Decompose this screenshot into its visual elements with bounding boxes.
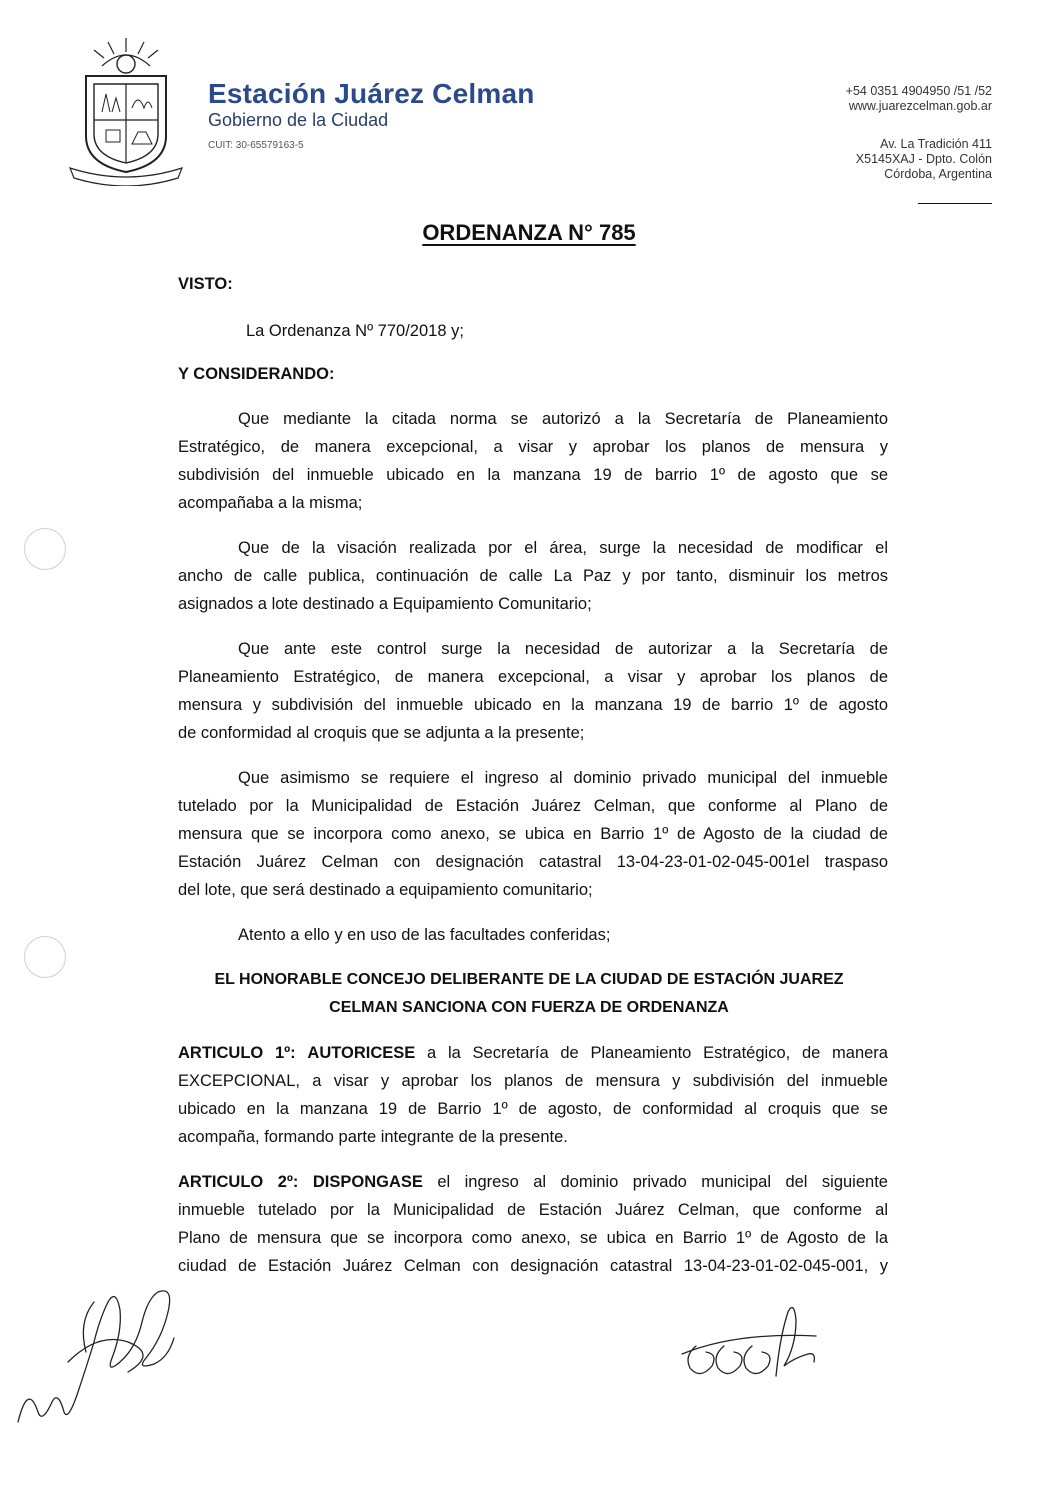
- address-line-2: X5145XAJ - Dpto. Colón: [855, 152, 992, 166]
- article-2-label: ARTICULO 2º:: [178, 1173, 299, 1191]
- visto-heading: VISTO:: [178, 275, 233, 293]
- punch-hole-mark: [24, 528, 66, 570]
- municipal-crest-logo: [66, 36, 186, 186]
- document-title: ORDENANZA N° 785: [422, 220, 636, 245]
- article-2-first-line: ARTICULO 2º: DISPONGASE el ingreso al dominio privado municipal del siguiente: [178, 1173, 888, 1191]
- paragraph-line: Que asimismo se requiere el ingreso al dominio privado municipal del inmueble: [238, 769, 888, 787]
- paragraph-line: inmueble tutelado por la Municipalidad de Estación Juárez Celman, que conforme al: [178, 1201, 888, 1219]
- paragraph-line: Planeamiento Estratégico, de manera excepcional, a visar y aprobar los planos de: [178, 668, 888, 686]
- address-line-1: Av. La Tradición 411: [880, 137, 992, 151]
- contact-website: www.juarezcelman.gob.ar: [848, 99, 992, 113]
- brand-name: Estación Juárez Celman: [208, 78, 535, 109]
- handwritten-signature-right: [676, 1296, 826, 1396]
- paragraph-line: Plano de mensura que se incorpora como anexo, se ubica en Barrio 1º de Agosto de la: [178, 1229, 888, 1247]
- paragraph-line: Atento a ello y en uso de las facultades conferidas;: [238, 926, 611, 944]
- paragraph-line: acompañaba a la misma;: [178, 494, 363, 512]
- paragraph-line: asignados a lote destinado a Equipamiento Comunitario;: [178, 595, 592, 613]
- article-1-first-line: ARTICULO 1º: AUTORICESE a la Secretaría de Planeamiento Estratégico, de manera: [178, 1044, 888, 1062]
- sanciona-heading-line: EL HONORABLE CONCEJO DELIBERANTE DE LA CIUDAD DE ESTACIÓN JUAREZ: [214, 971, 844, 988]
- article-2-verb: DISPONGASE: [312, 1173, 423, 1191]
- article-1-verb: AUTORICESE: [307, 1044, 416, 1062]
- paragraph-line: Estación Juárez Celman con designación catastral 13-04-23-01-02-045-001el traspaso: [178, 853, 888, 871]
- paragraph-line: de conformidad al croquis que se adjunta a la presente;: [178, 724, 585, 742]
- paragraph-line: tutelado por la Municipalidad de Estación Juárez Celman, que conforme al Plano de: [178, 797, 888, 815]
- paragraph-line: Que mediante la citada norma se autorizó a la Secretaría de Planeamiento: [238, 410, 888, 428]
- paragraph-line: Que de la visación realizada por el área, surge la necesidad de modificar el: [238, 539, 888, 557]
- handwritten-signature-left: [8, 1262, 198, 1432]
- paragraph-line: ubicado en la manzana 19 de Barrio 1º de agosto, de conformidad al croquis que se: [178, 1100, 888, 1118]
- paragraph-line: EXCEPCIONAL, a visar y aprobar los planos de mensura y subdivisión del inmueble: [178, 1072, 888, 1090]
- paragraph-line: acompaña, formando parte integrante de la presente.: [178, 1128, 568, 1146]
- article-1-label: ARTICULO 1º:: [178, 1044, 296, 1062]
- paragraph-line: Que ante este control surge la necesidad de autorizar a la Secretaría de: [238, 640, 888, 658]
- header-rule: [918, 203, 992, 204]
- paragraph-line: ciudad de Estación Juárez Celman con designación catastral 13-04-23-01-02-045-001, y: [178, 1257, 888, 1275]
- paragraph-line: Estratégico, de manera excepcional, a visar y aprobar los planos de mensura y: [178, 438, 888, 456]
- brand-subtitle: Gobierno de la Ciudad: [208, 110, 389, 130]
- considerando-heading: Y CONSIDERANDO:: [178, 365, 335, 383]
- visto-text: La Ordenanza Nº 770/2018 y;: [246, 322, 464, 340]
- paragraph-line: ancho de calle publica, continuación de calle La Paz y por tanto, disminuir los metros: [178, 567, 888, 585]
- contact-phone: +54 0351 4904950 /51 /52: [845, 84, 992, 98]
- paragraph-line: mensura y subdivisión del inmueble ubicado en la manzana 19 de barrio 1º de agosto: [178, 696, 888, 714]
- paragraph-line: subdivisión del inmueble ubicado en la manzana 19 de barrio 1º de agosto que se: [178, 466, 888, 484]
- punch-hole-mark: [24, 936, 66, 978]
- address-line-3: Córdoba, Argentina: [884, 167, 992, 181]
- paragraph-line: del lote, que será destinado a equipamiento comunitario;: [178, 881, 593, 899]
- sanciona-heading-line: CELMAN SANCIONA CON FUERZA DE ORDENANZA: [329, 999, 729, 1016]
- paragraph-line: mensura que se incorpora como anexo, se ubica en Barrio 1º de Agosto de la ciudad de: [178, 825, 888, 843]
- cuit-number: CUIT: 30-65579163-5: [208, 140, 304, 151]
